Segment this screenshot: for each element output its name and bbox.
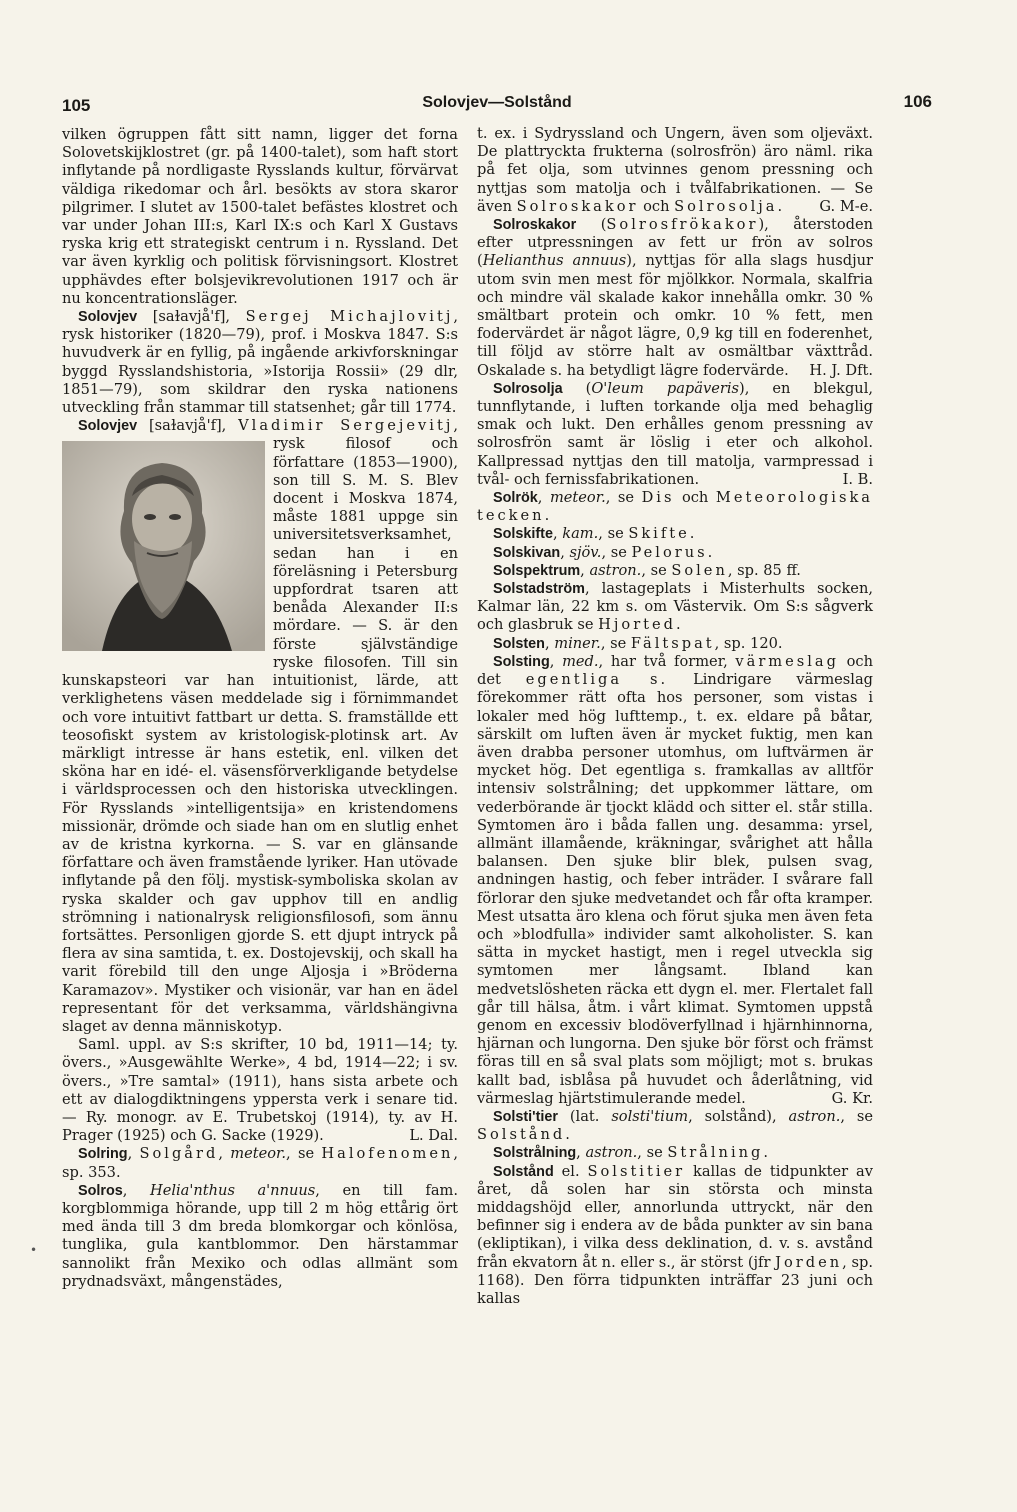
page-number-right: 106 bbox=[903, 92, 932, 111]
headword: Solros bbox=[78, 1182, 123, 1199]
entry-solsten: Solsten, miner., se Fältspat, sp. 120. bbox=[493, 634, 783, 652]
page-header bbox=[62, 92, 932, 118]
signature: H. J. Dft. bbox=[809, 361, 873, 379]
entry-solskivan: Solskivan, sjöv., se Pelorus. bbox=[493, 543, 713, 561]
running-title: Solovjev—Solstånd bbox=[422, 94, 572, 111]
headword: Solovjev bbox=[78, 309, 138, 326]
headword: Solstadström bbox=[493, 581, 585, 598]
entry-solstitier: Solsti'tier (lat. solsti'tium, solstånd), astron., se Solstånd. bbox=[477, 1107, 874, 1144]
entry-solstand: Solstånd el. Solstitier kallas de tidpunkter av året, då solen har sin största och minsta middagshöjd eller, annorlunda uttryckt, när den befinner sig i endera av de båda punkter av sin bana (ekliptikan), i vilka dess deklination, d. v. s. avstånd från ekvatorn åt n. eller s., är störst (jfr Jorden, sp. 1168). Den förra tidpunkten inträffar 23 juni och kallas bbox=[477, 1162, 873, 1307]
portrait-photo bbox=[62, 441, 265, 651]
headword: Solsti'tier bbox=[493, 1108, 558, 1125]
signature: L. Dal. bbox=[409, 1127, 458, 1145]
headword: Solrosolja bbox=[493, 380, 563, 397]
page-number-left: 105 bbox=[62, 96, 91, 115]
entry-solrosolja: Solrosolja (O'leum papäveris), en blekgul, tunnflytande, i luften torkande olja med behaglig smak och lukt. Den erhålles genom pressning av solrosfrön samt är löslig i eter och alkohol. Kallpressad nyttjas den till matolja, varmpressad i tvål- och fernissfabrikationen. I. B. bbox=[477, 379, 873, 488]
entry-solovjev-vladimir: Solovjev [saɫavjå'f], Vladimir Sergejevitj , rysk filosof och författare (1853—1900), son till S. M. S. Blev docent i Moskva 1874, måste 1881 uppge sin universitetsverksamhet, sedan han i en föreläsning i Petersburg uppfordrat tsaren att benåda Alexander II:s mördare. — S. är den förste självständige ryske filosofen. Till sin kunskapsteori var han intuitionist, lärde, att verklighetens väsen meddelade sig i förnimmandet och vore intuitivt fattbart ur detta. S. framställde ett teosofiskt system av kristologisk-plotinsk art. Av märkligt intresse är hans estetik, enl. vilken det sköna har en idé- el. väsensförverkligande betydelse i världsprocessen och den historiska utvecklingen. För Rysslands »intelligentsija» en kristendomens missionär, drömde och siade han om en slutlig enhet av de kristna kyrkorna. — S. var en glänsande författare och även framstående lyriker. Han utövade inflytande på den följ. mystisk-symboliska skolan av ryska skalder och gav upphov till en andlig strömning i nationalrysk religionsfilosofi, som ännu fortsättes. Personligen gjorde S. ett djupt intryck på flera av sina samtida, t. ex. Dostojevskij, och skall ha varit förebild till den unge Aljosja i »Bröderna Karamazov». Mystiker och visionär, var han en ädel representant för det verksamma, världshängivna slaget av denna människotyp. bbox=[62, 417, 458, 1035]
left-column bbox=[62, 126, 458, 1291]
spaced-name: Vladimir Sergejevitj bbox=[238, 417, 454, 435]
headword: Solovjev bbox=[78, 418, 138, 435]
entry-solros-continuation: t. ex. i Sydryssland och Ungern, även som oljeväxt. De plattryckta frukterna (solrosfrön) äro näml. rika på fet olja, som utvinnes genom pressning och nyttjas som matolja och i tvålfabrikationen. — Se även Solroskakor och Solrosolja. G. M-e. bbox=[477, 125, 873, 215]
headword: Solstånd bbox=[493, 1163, 554, 1180]
headword: Solring bbox=[78, 1146, 128, 1163]
headword: Solsting bbox=[493, 653, 550, 670]
headword: Solspektrum bbox=[493, 562, 581, 579]
entry-solstadstrom: Solstadström, lastageplats i Misterhults socken, Kalmar län, 22 km s. om Västervik. Om S:s sågverk och glasbruk se Hjorted. bbox=[477, 580, 873, 634]
entry-solskifte: Solskifte, kam., se Skifte. bbox=[493, 525, 695, 543]
headword: Solrök bbox=[493, 490, 538, 507]
headword: Solskifte bbox=[493, 526, 553, 543]
entry-solstralning: Solstrålning, astron., se Strålning. bbox=[493, 1144, 768, 1162]
headword: Solskivan bbox=[493, 544, 561, 561]
signature: G. Kr. bbox=[831, 1089, 873, 1107]
signature: G. M-e. bbox=[819, 197, 873, 215]
entry-solroskakor: Solroskakor (Solrosfrökakor), återstoden efter utpressningen av fett ur frön av solros (Helianthus annuus), nyttjas för alla slags husdjur utom svin men mest för mjölkkor. Normala, skalfria och mindre väl skalade kakor innehålla omkr. 30 % smältbart protein och omkr. 10 % fett, men fodervärdet är något lägre, 0,9 kg till en foderenhet, till följd av större halt av osmältbar växttråd. Oskalade s. ha betydligt lägre fodervärde. H. J. Dft. bbox=[477, 216, 874, 379]
margin-mark: • bbox=[30, 1243, 38, 1257]
entry-solspektrum: Solspektrum, astron., se Solen, sp. 85 ff. bbox=[493, 561, 801, 579]
entry-solros: Solros, Helia'nthus a'nnuus, en till fam. korgblommiga hörande, upp till 2 m hög ettårig ört med ända till 3 dm breda blomkorgar och könlösa, tunglika, gula kantblommor. Den härstammar sannolikt från Mexiko och odlas allmänt som prydnadsväxt, mångenstädes, bbox=[62, 1181, 458, 1290]
right-column bbox=[477, 125, 873, 1308]
entry-solovjev-bibliography: Saml. uppl. av S:s skrifter, 10 bd, 1911—14; ty. övers., »Ausgewählte Werke», 4 bd, 1914—22; i sv. övers., »Tre samtal» (1911), hans sista arbete och ett av dialogdiktningens yppersta verk i senare tid. — Ry. monogr. av E. Trubetskoj (1914), ty. av H. Prager (1925) och G. Sacke (1929). L. Dal. bbox=[62, 1036, 458, 1145]
entry-solrok: Solrök, meteor., se Dis och Meteorologiska tecken. bbox=[477, 489, 874, 525]
signature: I. B. bbox=[842, 470, 873, 488]
entry-solring: Solring, Solgård, meteor., se Halofenomen, sp. 353. bbox=[62, 1145, 459, 1181]
headword: Solstrålning bbox=[493, 1145, 577, 1162]
headword: Solroskakor bbox=[493, 217, 577, 234]
spaced-name: Sergej Michajlovitj bbox=[245, 308, 454, 326]
entry-solovjev-sergej: Solovjev [saɫavjå'f], Sergej Michajlovitj, rysk historiker (1820—79), prof. i Moskva 1847. S:s huvudverk är en fyllig, på ingående arkivforskningar byggd Rysslandshistoria, »Istorija Rossii» (29 dlr, 1851—79), som skildrar den ryska nationens utveckling från stammar till statsenhet; går till 1774. bbox=[62, 308, 458, 417]
entry-solovetsk-continuation: vilken ögruppen fått sitt namn, ligger det forna Solovetskijklostret (gr. på 1400-talet), som haft stort inflytande på nordligaste Rysslands kultur, förvärvat väldiga rikedomar och årl. besökts av stora skaror pilgrimer. I slutet av 1500-talet befästes klostret och var under Johan III:s, Karl IX:s och Karl X Gustavs ryska krig ett strategiskt centrum i n. Ryssland. Det var även kyrklig och politisk förvisningsort. Klostret upphävdes efter bolsjevikrevolutionen 1917 och är nu koncentrationsläger. bbox=[62, 126, 458, 307]
entry-solsting: Solsting, med., har två former, värmeslag och det egentliga s. Lindrigare värmeslag förekommer rätt ofta hos personer, som vistas i lokaler med hög lufttemp., t. ex. eldare på båtar, särskilt om luften även är mycket fuktig, men kan även drabba personer utomhus, om luftvärmen är mycket hög. Det egentliga s. framkallas av alltför intensiv solstrålning; det uppkommer lättare, om vederbörande är tjockt klädd och sitter el. står stilla. Symtomen äro i båda fallen ung. desamma: yrsel, allmänt illamående, kräkningar, svårighet att hålla balansen. Den sjuke blir blek, pulsen svag, andningen hastig, och feber inträder. I svårare fall förlorar den sjuke medvetandet och får ofta kramper. Mest utsatta äro klena och förut sjuka men även feta och »blodfulla» individer samt alkoholister. S. kan sätta in mycket hastigt, men i regel utveckla sig symtomen mer långsamt. Ibland kan medvetslösheten räcka ett dygn el. mer. Flertalet fall går till hälsa, åtm. i vårt klimat. Symtomen uppstå genom en excessiv blodöverfyllnad i hjärnhinnorna, hjärnan och lungorna. Den sjuke bör först och främst föras till en så sval plats som möjligt; mot s. brukas kallt bad, isblåsa på huvudet och åderlåtning, vid värmeslag hjärtstimulerande medel. G. Kr. bbox=[477, 652, 874, 1107]
headword: Solsten bbox=[493, 635, 545, 652]
